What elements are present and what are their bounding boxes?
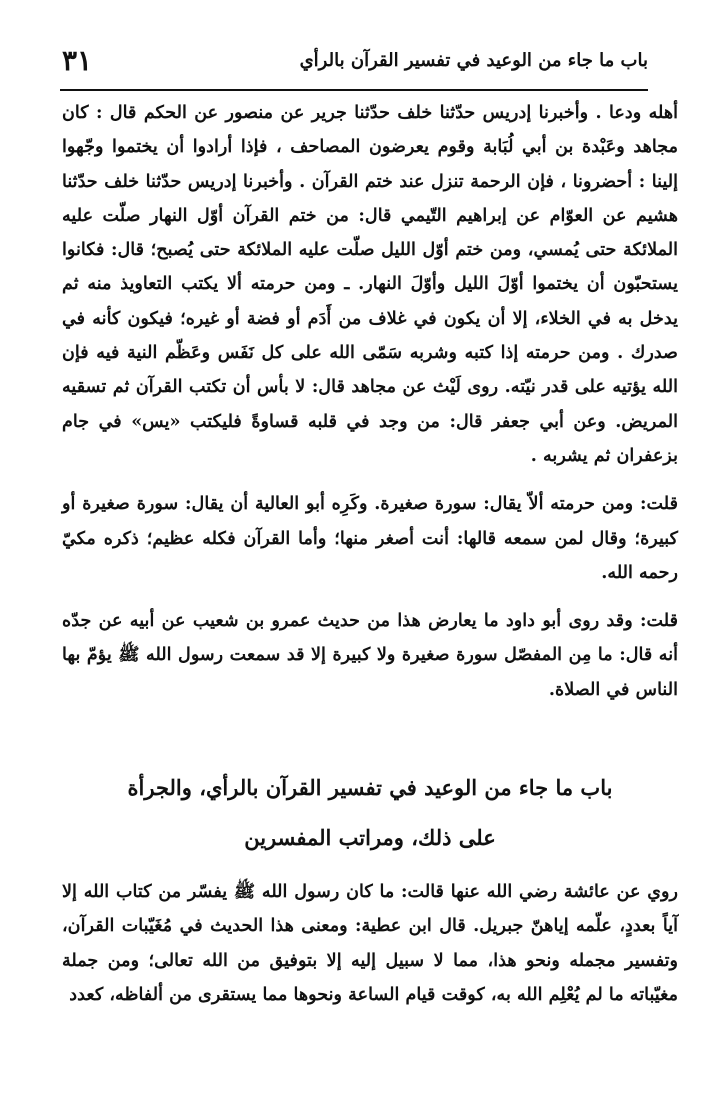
paragraph-4: روي عن عائشة رضي الله عنها قالت: ما كان رسول الله ﷺ يفسّر من كتاب الله إلا آياً بعددٍ، علّمه إياهنّ جبريل. قال ابن عطية: ومعنى هذا الحديث في مُغَيّبات القرآن، وتفسير مجمله ونحو هذا، مما لا سبيل إليه إلا بتوفيق من الله تعالى؛ ومن جملة مغيّباته ما لم يُعْلِم الله به، كوقت قيام الساعة ونحوها مما يستقرى من ألفاظه، كعدد — [62, 881, 678, 1005]
paragraph-2: قلت: ومن حرمته ألاّ يقال: سورة صغيرة. وكَرِه أبو العالية أن يقال: سورة صغيرة أو كبيرة؛ وقال لمن سمعه قالها: أنت أصغر منها؛ وأما القرآن فكله عظيم؛ ذكره مكيّ رحمه الله. — [62, 493, 678, 583]
section-heading-line-1: باب ما جاء من الوعيد في تفسير القرآن بالرأي، والجرأة — [127, 775, 613, 801]
paragraph-3: قلت: وقد روى أبو داود ما يعارض هذا من حديث عمرو بن شعيب عن أبيه عن جدّه أنه قال: ما مِن المفصّل سورة صغيرة ولا كبيرة إلا قد سمعت رسول الله ﷺ يؤمّ بها الناس في الصلاة. — [62, 610, 678, 700]
paragraph-1: أهله ودعا . وأخبرنا إدريس حدّثنا خلف حدّثنا جرير عن منصور عن الحكم قال : كان مجاهد وعَبْدة بن أبي لُبَابة وقوم يعرضون المصاحف ، فإذا أرادوا أن يختموا وجّهوا إلينا : أحضرونا ، فإن الرحمة تنزل عند ختم القرآن . وأخبرنا إدريس حدّثنا خلف حدّثنا هشيم عن العوّام عن إبراهيم التّيمي قال: من ختم القرآن أوّل النهار صلّت عليه الملائكة حتى يُمسي، ومن ختم أوّل الليل صلّت عليه الملائكة حتى يُصبح؛ قال: فكانوا يستحبّون أن يختموا أوّلَ الليل وأوّلَ النهار. ـ ومن حرمته ألا يكتب التعاويذ منه ثم يدخل به في الخلاء، إلا أن يكون في غلاف من أَدَم أو فضة أو غيره؛ فيكون كأنه في صدرك . ومن حرمته إذا كتبه وشربه سَمّى الله على كل نَفَس وعَظّم النية فيه فإن الله يؤتيه على قدر نيّته. روى لَيْث عن مجاهد قال: لا بأس أن تكتب القرآن ثم تسقيه المريض. وعن أبي جعفر قال: من وجد في قلبه قساوةً فليكتب «يس» في جام بزعفران ثم يشربه . — [62, 102, 678, 466]
section-heading-line-2: على ذلك، ومراتب المفسرين — [244, 825, 496, 851]
section-heading — [62, 763, 678, 863]
header-divider — [60, 89, 648, 91]
page-body — [62, 96, 678, 1012]
running-header-title: باب ما جاء من الوعيد في تفسير القرآن بالرأي — [299, 50, 648, 71]
running-header — [60, 44, 648, 84]
page-number: ٣١ — [62, 44, 93, 77]
